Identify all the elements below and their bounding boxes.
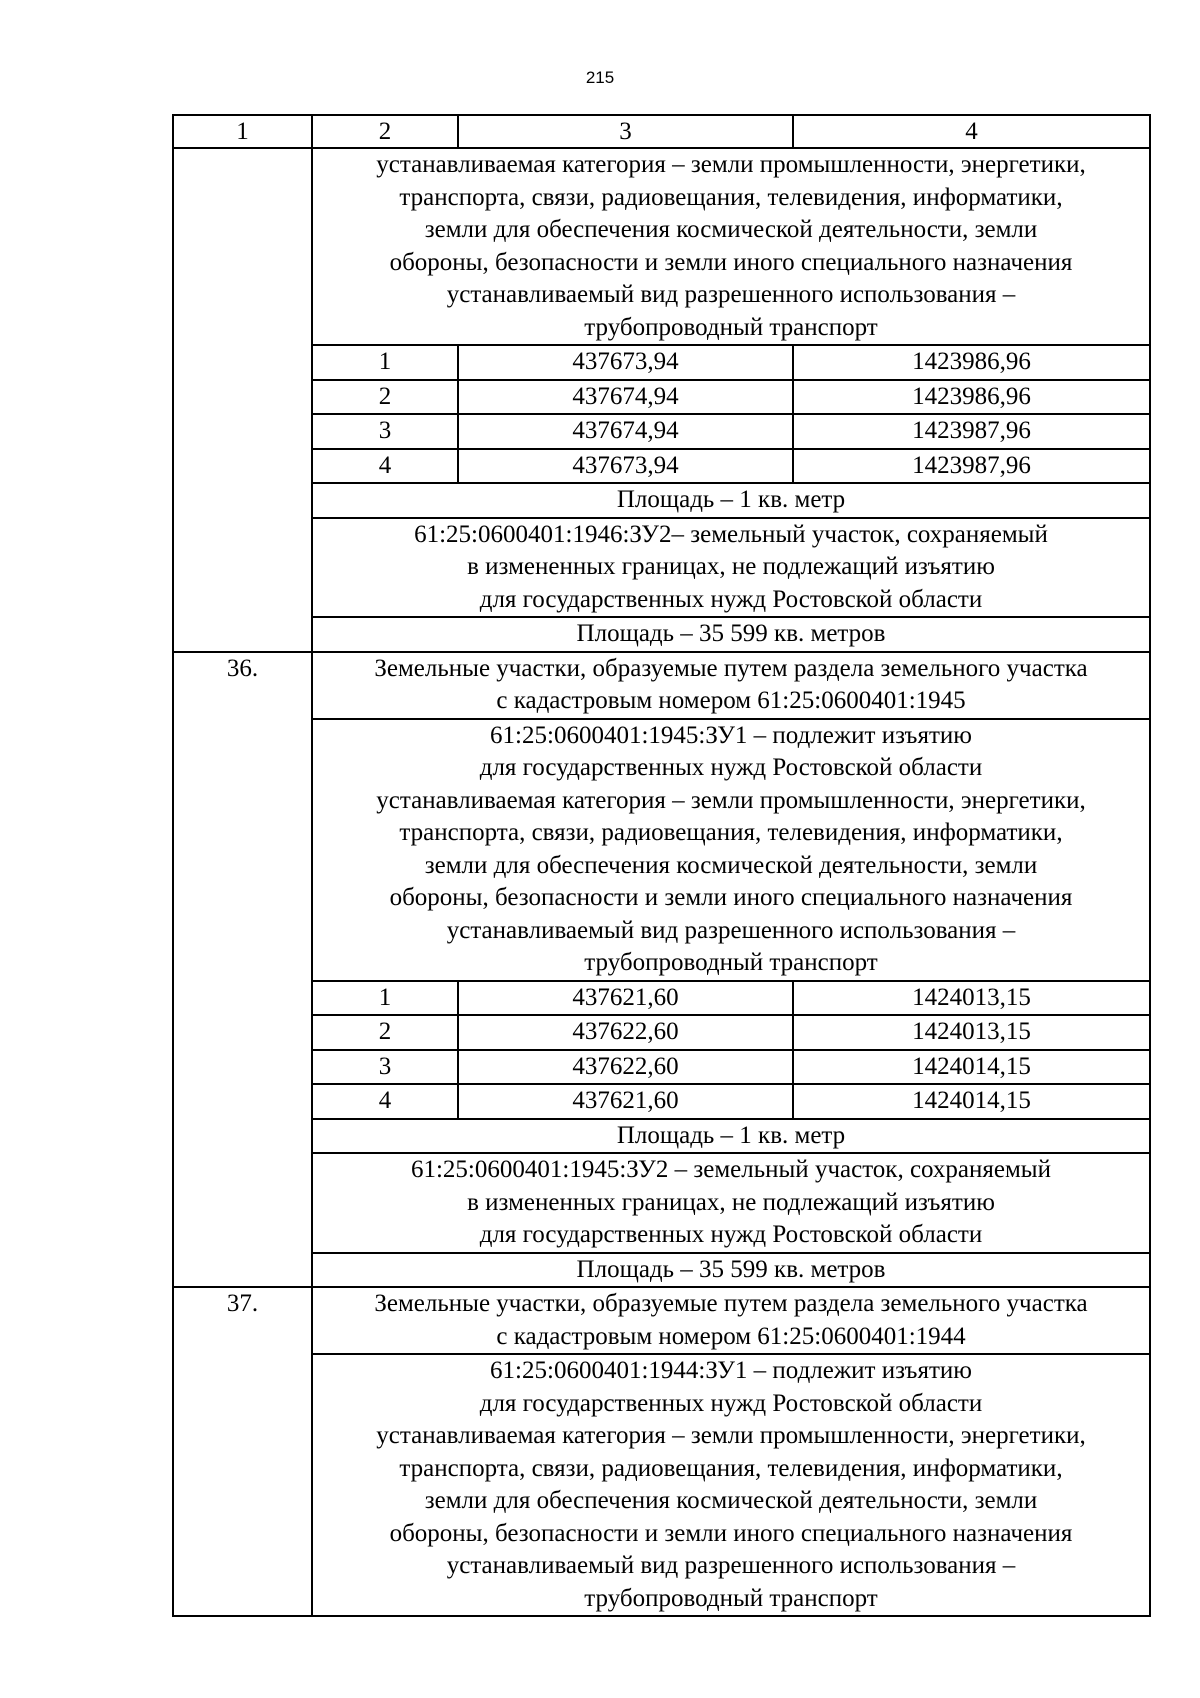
description-line: обороны, безопасности и земли иного специального назначения: [389, 884, 1073, 911]
coordinate-row: [173, 449, 1150, 484]
description-line: трубопроводный транспорт: [584, 1584, 878, 1612]
point-number: 2: [312, 380, 458, 415]
plot-description: [312, 518, 1150, 618]
section-number: [173, 148, 312, 652]
coordinate-y: 1423987,96: [793, 414, 1150, 449]
description-line: трубопроводный транспорт: [584, 949, 878, 976]
plot-area: Площадь – 1 кв. метр: [312, 1119, 1150, 1154]
description-line: для государственных нужд Ростовской области: [479, 1389, 983, 1417]
plot-description-row: [173, 148, 1150, 345]
point-number: 1: [312, 981, 458, 1016]
description-line: транспорта, связи, радиовещания, телевидения, информатики,: [399, 819, 1063, 846]
description-line: транспорта, связи, радиовещания, телевидения, информатики,: [399, 183, 1063, 211]
coordinate-row: [173, 345, 1150, 380]
coordinate-y: 1423987,96: [793, 449, 1150, 484]
description-line: 61:25:0600401:1946:ЗУ2– земельный участок, сохраняемый: [414, 520, 1048, 548]
point-number: 4: [312, 449, 458, 484]
plot-area: Площадь – 35 599 кв. метров: [312, 1253, 1150, 1288]
section-number: 36.: [173, 652, 312, 1288]
section-heading-row: [173, 1287, 1150, 1354]
table-body: [173, 115, 1150, 1616]
coordinate-y: 1423986,96: [793, 345, 1150, 380]
section-heading-row: [173, 652, 1150, 719]
heading-line: с кадастровым номером 61:25:0600401:1945: [496, 687, 966, 714]
column-header-2: 2: [312, 115, 458, 148]
point-number: 3: [312, 1050, 458, 1085]
coordinate-row: [173, 414, 1150, 449]
coordinate-x: 437622,60: [458, 1050, 793, 1085]
point-number: 2: [312, 1015, 458, 1050]
column-header-row: [173, 115, 1150, 148]
area-row: [173, 1253, 1150, 1288]
description-line: устанавливаемая категория – земли промышленности, энергетики,: [376, 151, 1086, 178]
plot-description: [312, 1153, 1150, 1253]
description-line: 61:25:0600401:1945:ЗУ1 – подлежит изъятию: [490, 721, 972, 749]
description-line: в измененных границах, не подлежащий изъятию: [467, 553, 995, 580]
point-number: 3: [312, 414, 458, 449]
coordinate-x: 437674,94: [458, 380, 793, 415]
plot-area: Площадь – 1 кв. метр: [312, 483, 1150, 518]
description-line: устанавливаемая категория – земли промышленности, энергетики,: [376, 786, 1086, 814]
coordinate-row: [173, 1015, 1150, 1050]
coordinate-y: 1423986,96: [793, 380, 1150, 415]
heading-line: с кадастровым номером 61:25:0600401:1944: [496, 1322, 966, 1350]
coordinate-x: 437621,60: [458, 981, 793, 1016]
description-line: земли для обеспечения космической деятельности, земли: [424, 851, 1038, 879]
description-line: устанавливаемый вид разрешенного использования –: [446, 1552, 1016, 1579]
land-plots-table: [172, 114, 1151, 1617]
point-number: 4: [312, 1084, 458, 1119]
coordinate-x: 437674,94: [458, 414, 793, 449]
description-line: устанавливаемая категория – земли промышленности, энергетики,: [376, 1422, 1086, 1449]
heading-line: Земельные участки, образуемые путем раздела земельного участка: [374, 1290, 1088, 1317]
plot-description: [312, 148, 1150, 345]
description-line: трубопроводный транспорт: [584, 313, 878, 341]
plot-description-row: [173, 719, 1150, 981]
column-header-4: 4: [793, 115, 1150, 148]
description-line: 61:25:0600401:1944:ЗУ1 – подлежит изъятию: [490, 1357, 972, 1384]
coordinate-y: 1424014,15: [793, 1050, 1150, 1085]
coordinate-x: 437673,94: [458, 345, 793, 380]
description-line: для государственных нужд Ростовской области: [479, 1221, 983, 1248]
coordinate-row: [173, 380, 1150, 415]
plot-description-row: [173, 1153, 1150, 1253]
plot-description: [312, 1354, 1150, 1616]
point-number: 1: [312, 345, 458, 380]
description-line: в измененных границах, не подлежащий изъятию: [467, 1188, 995, 1216]
coordinate-x: 437621,60: [458, 1084, 793, 1119]
page-number: 215: [585, 68, 615, 87]
coordinate-row: [173, 981, 1150, 1016]
description-line: обороны, безопасности и земли иного специального назначения: [389, 1519, 1073, 1547]
coordinate-x: 437673,94: [458, 449, 793, 484]
area-row: [173, 1119, 1150, 1154]
plot-description: [312, 719, 1150, 981]
heading-line: Земельные участки, образуемые путем раздела земельного участка: [374, 654, 1088, 682]
plot-description-row: [173, 518, 1150, 618]
description-line: для государственных нужд Ростовской области: [479, 585, 983, 613]
description-line: 61:25:0600401:1945:ЗУ2 – земельный участок, сохраняемый: [410, 1156, 1051, 1183]
description-line: земли для обеспечения космической деятельности, земли: [424, 1487, 1038, 1514]
description-line: земли для обеспечения космической деятельности, земли: [424, 216, 1038, 243]
coordinate-y: 1424014,15: [793, 1084, 1150, 1119]
plot-area: Площадь – 35 599 кв. метров: [312, 617, 1150, 652]
section-heading: [312, 1287, 1150, 1354]
section-number: 37.: [173, 1287, 312, 1616]
coordinate-y: 1424013,15: [793, 981, 1150, 1016]
coordinate-row: [173, 1084, 1150, 1119]
description-line: устанавливаемый вид разрешенного использования –: [446, 281, 1016, 308]
coordinate-y: 1424013,15: [793, 1015, 1150, 1050]
description-line: транспорта, связи, радиовещания, телевидения, информатики,: [399, 1454, 1063, 1482]
column-header-1: 1: [173, 115, 312, 148]
plot-description-row: [173, 1354, 1150, 1616]
area-row: [173, 617, 1150, 652]
description-line: устанавливаемый вид разрешенного использования –: [446, 916, 1016, 944]
coordinate-x: 437622,60: [458, 1015, 793, 1050]
coordinate-row: [173, 1050, 1150, 1085]
area-row: [173, 483, 1150, 518]
description-line: обороны, безопасности и земли иного специального назначения: [389, 248, 1073, 276]
description-line: для государственных нужд Ростовской области: [479, 754, 983, 781]
column-header-3: 3: [458, 115, 793, 148]
section-heading: [312, 652, 1150, 719]
